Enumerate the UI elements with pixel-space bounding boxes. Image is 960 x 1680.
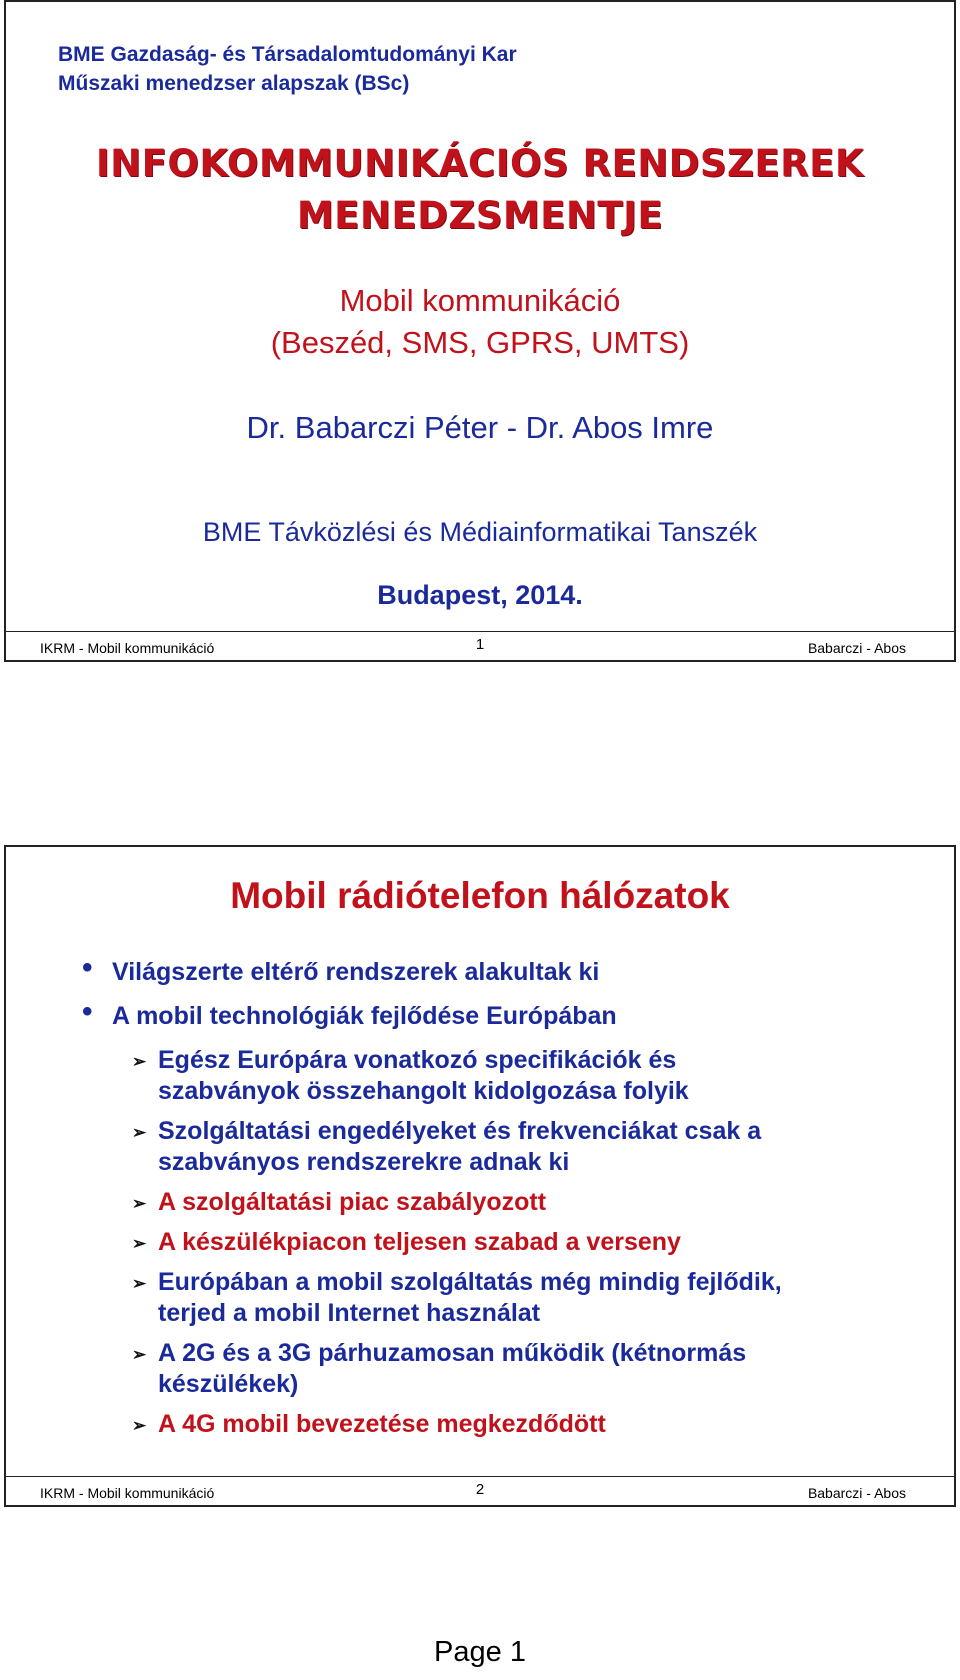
sub-bullet-item	[6, 1267, 954, 1329]
sub-bullet-item	[6, 1338, 954, 1400]
sub-bullet-text-line-2: készülékek)	[158, 1370, 299, 1398]
sub-bullet-text-line-2: szabványos rendszerekre adnak ki	[158, 1148, 570, 1176]
subtitle-line-1: Mobil kommunikáció	[339, 283, 621, 318]
footer-authors: Babarczi - Abos	[807, 1485, 906, 1501]
sub-bullet-text-line-1: A szolgáltatási piac szabályozott	[158, 1188, 547, 1216]
sub-bullet-item	[6, 1045, 954, 1107]
bullet-item	[6, 995, 954, 1031]
footer-authors: Babarczi - Abos	[807, 640, 906, 656]
arrow-bullet-icon: ➢	[132, 1123, 147, 1142]
bullet-dot-icon: •	[82, 951, 93, 984]
institution-block	[58, 40, 517, 98]
place-date: Budapest, 2014.	[377, 580, 583, 610]
sub-bullet-item	[6, 1116, 954, 1178]
arrow-bullet-icon: ➢	[132, 1194, 147, 1213]
arrow-bullet-icon: ➢	[132, 1274, 147, 1293]
page-label: Page 1	[434, 1636, 526, 1668]
sub-bullet-text-line-1: Európában a mobil szolgáltatás még mindig fejlődik,	[158, 1268, 782, 1296]
arrow-bullet-icon: ➢	[132, 1416, 147, 1435]
lecture-subtitle	[6, 280, 954, 364]
bullet-text: Világszerte eltérő rendszerek alakultak ki	[112, 958, 600, 986]
sub-bullet-item	[6, 1409, 954, 1440]
bullet-dot-icon: •	[82, 995, 93, 1028]
course-title-line-2: MENEDZSMENTJE	[296, 194, 664, 237]
footer-slide-number: 2	[475, 1481, 485, 1498]
department: BME Távközlési és Médiainformatikai Tanszék	[202, 517, 758, 547]
institution-line-1: BME Gazdaság- és Társadalomtudományi Kar	[58, 43, 517, 66]
slide-heading: Mobil rádiótelefon hálózatok	[230, 875, 730, 916]
sub-bullet-text-line-1: A készülékpiacon teljesen szabad a verseny	[158, 1228, 681, 1256]
sub-bullet-item	[6, 1227, 954, 1258]
sub-bullet-item	[6, 1187, 954, 1218]
sub-bullet-text-line-1: A 4G mobil bevezetése megkezdődött	[158, 1410, 606, 1438]
slide-1	[4, 0, 956, 662]
course-title-line-1: INFOKOMMUNIKÁCIÓS RENDSZEREK	[95, 142, 865, 185]
sub-bullet-text-line-1: Szolgáltatási engedélyeket és frekvenciákat csak a	[158, 1117, 762, 1145]
institution-line-2: Műszaki menedzser alapszak (BSc)	[58, 72, 410, 95]
arrow-bullet-icon: ➢	[132, 1234, 147, 1253]
slide-2	[4, 845, 956, 1507]
sub-bullet-text-line-1: A 2G és a 3G párhuzamosan működik (kétnormás	[158, 1339, 747, 1367]
footer-course: IKRM - Mobil kommunikáció	[40, 1485, 215, 1501]
bullet-text: A mobil technológiák fejlődése Európában	[112, 1002, 617, 1030]
footer-course: IKRM - Mobil kommunikáció	[40, 640, 215, 656]
authors: Dr. Babarczi Péter - Dr. Abos Imre	[246, 410, 714, 445]
course-title	[6, 138, 954, 242]
sub-bullet-text-line-2: terjed a mobil Internet használat	[158, 1299, 541, 1327]
slide-footer	[6, 1476, 954, 1505]
slide-footer	[6, 631, 954, 660]
arrow-bullet-icon: ➢	[132, 1345, 147, 1364]
footer-slide-number: 1	[475, 636, 485, 653]
bullet-list	[6, 951, 954, 1449]
bullet-item	[6, 951, 954, 987]
subtitle-line-2: (Beszéd, SMS, GPRS, UMTS)	[270, 325, 690, 360]
sub-bullet-text-line-1: Egész Európára vonatkozó specifikációk és	[158, 1046, 677, 1074]
arrow-bullet-icon: ➢	[132, 1052, 147, 1071]
sub-bullet-text-line-2: szabványok összehangolt kidolgozása folyik	[158, 1077, 689, 1105]
